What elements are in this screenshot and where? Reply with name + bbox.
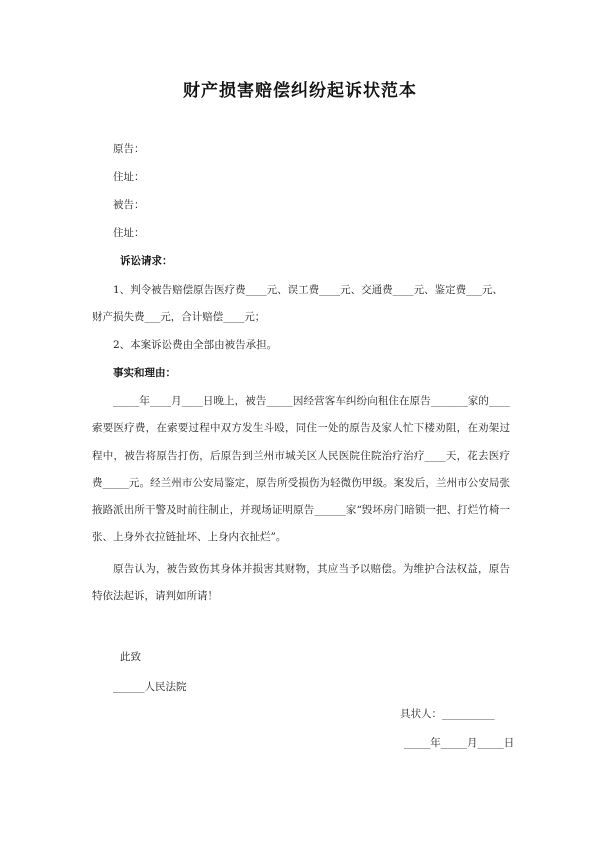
- date-line: _____年_____月_____日: [404, 737, 515, 749]
- claim-item-2: 2、本案诉讼费由全部由被告承担。: [113, 339, 278, 351]
- claim-item-1-line-2: 财产损失费___元，合计赔偿____元；: [92, 311, 266, 323]
- document-title: 财产损害赔偿纠纷起诉状范本: [183, 81, 417, 101]
- defendant-address-label: 住址：: [113, 227, 145, 239]
- facts-paragraph-2: 原告认为，被告致伤其身体并损害其财物，其应当予以赔偿。为维护合法权益，原告特依法起诉，请判如所请！: [92, 563, 510, 603]
- salutation: 此致: [120, 651, 141, 663]
- plaintiff-label: 原告：: [113, 143, 145, 155]
- signer-line: 具状人：__________: [400, 708, 495, 720]
- claims-heading: 诉讼请求：: [120, 255, 173, 267]
- defendant-label: 被告：: [113, 199, 145, 211]
- facts-paragraph-1: _____年____月____日晚上，被告_____因经营客车纠纷向租住在原告_______家的____索要医疗费，在索要过程中双方发生斗殴，同住一处的原告及家人忙下楼劝阻，在劝架过程中，被告将原告打伤，后原告到兰州市城关区人民医院住院治疗治疗____天，花去医疗费_____元。经兰州市公安局鉴定，原告所受损伤为轻微伤甲级。案发后，兰州市公安局张掖路派出所干警及时前往制止，并现场证明原告______家“毁坏房门暗锁一把、打烂竹椅一张、上身外衣拉链扯坏、上身内衣扯烂”。: [92, 395, 510, 544]
- facts-heading: 事实和理由：: [113, 367, 176, 379]
- claim-item-1-line-1: 1、判令被告赔偿原告医疗费____元、误工费____元、交通费____元、鉴定费___元、: [113, 284, 503, 296]
- plaintiff-address-label: 住址：: [113, 171, 145, 183]
- court-line: ______人民法院: [113, 681, 187, 693]
